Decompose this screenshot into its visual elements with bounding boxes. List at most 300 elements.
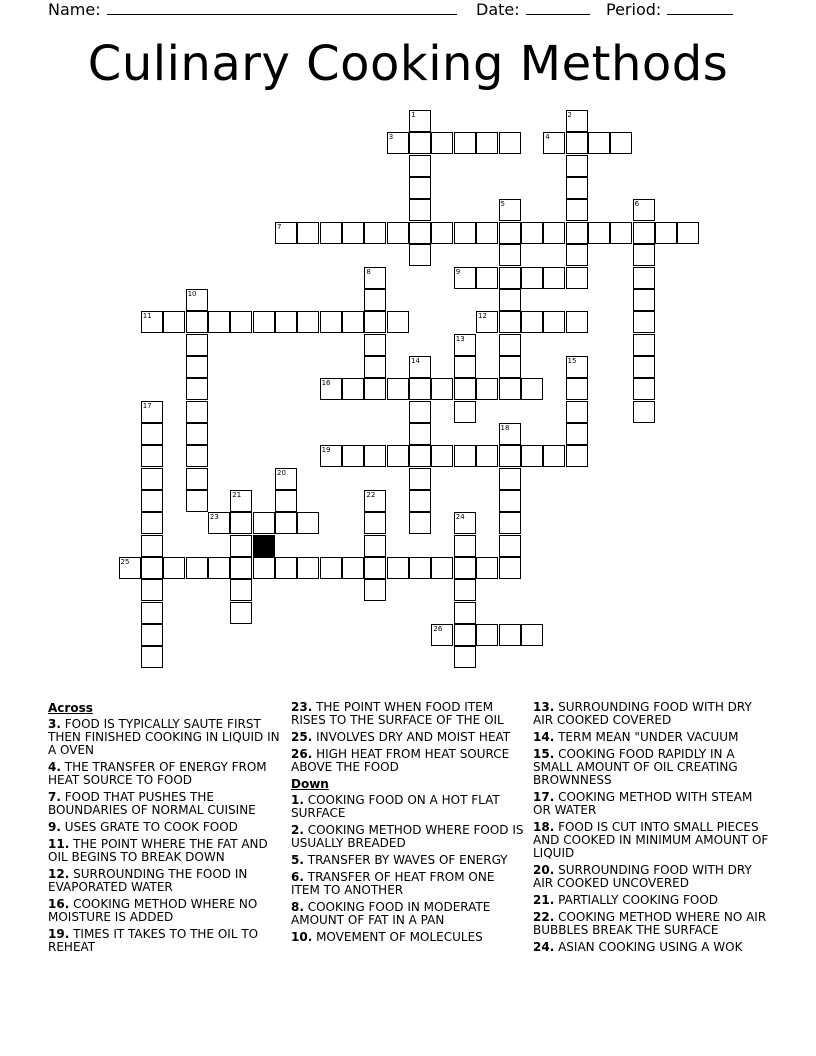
clue-text: USES GRATE TO COOK FOOD (60, 820, 238, 834)
cell-number: 17 (142, 401, 152, 410)
grid-cell[interactable] (566, 267, 588, 289)
grid-cell[interactable] (409, 356, 431, 378)
grid-cell[interactable] (566, 110, 588, 132)
grid-cell[interactable] (409, 401, 431, 423)
grid-cell[interactable] (499, 334, 521, 356)
cell-number: 19 (321, 446, 331, 455)
down-clue-list (291, 794, 527, 944)
grid-cell[interactable] (476, 557, 498, 579)
clue-text: COOKING FOOD ON A HOT FLAT SURFACE (291, 793, 500, 820)
grid-cell[interactable] (677, 222, 699, 244)
grid-cell[interactable] (521, 311, 543, 333)
cell-number: 25 (120, 558, 130, 566)
grid-cell[interactable] (186, 490, 208, 512)
down-clue-list-continued (533, 701, 769, 954)
grid-cell[interactable] (476, 445, 498, 467)
grid-cell[interactable] (208, 557, 230, 579)
grid-cell[interactable] (454, 557, 476, 579)
grid-cell[interactable] (499, 132, 521, 154)
grid-cell[interactable] (119, 557, 141, 579)
grid-cell[interactable] (454, 132, 476, 154)
grid-cell[interactable] (342, 445, 364, 467)
grid-cell[interactable] (633, 334, 655, 356)
down-clue (533, 748, 769, 787)
down-clue (533, 911, 769, 937)
clue-number: 5. (291, 853, 304, 867)
clue-number: 23. (291, 700, 313, 714)
down-clue (291, 794, 527, 820)
across-clue (48, 868, 284, 894)
grid-cell[interactable] (454, 356, 476, 378)
grid-cell[interactable] (566, 244, 588, 266)
grid-cell[interactable] (454, 624, 476, 646)
grid-cell[interactable] (186, 445, 208, 467)
grid-cell[interactable] (186, 311, 208, 333)
grid-cell[interactable] (633, 401, 655, 423)
across-clue (48, 761, 284, 787)
grid-cell[interactable] (409, 378, 431, 400)
clue-number: 3. (48, 717, 61, 731)
cell-number: 24 (455, 513, 465, 522)
grid-cell[interactable] (141, 512, 163, 534)
grid-cell[interactable] (275, 557, 297, 579)
grid-cell[interactable] (521, 624, 543, 646)
cell-number: 23 (209, 513, 219, 522)
across-clue (48, 718, 284, 757)
name-label: Name: (48, 0, 101, 19)
cell-number: 15 (567, 356, 577, 365)
grid-cell[interactable] (409, 110, 431, 132)
clue-number: 7. (48, 790, 61, 804)
clue-text: FOOD THAT PUSHES THE BOUNDARIES OF NORMAL CUISINE (48, 790, 256, 817)
across-clue (48, 928, 284, 954)
grid-cell[interactable] (163, 311, 185, 333)
clue-text: SURROUNDING FOOD WITH DRY AIR COOKED UNCOVERED (533, 863, 752, 890)
grid-cell[interactable] (633, 356, 655, 378)
grid-cell[interactable] (454, 267, 476, 289)
grid-cell[interactable] (431, 445, 453, 467)
grid-cell[interactable] (454, 579, 476, 601)
clue-number: 2. (291, 823, 304, 837)
grid-cell[interactable] (141, 423, 163, 445)
grid-cell[interactable] (409, 155, 431, 177)
clue-text: ASIAN COOKING USING A WOK (554, 940, 743, 954)
grid-cell[interactable] (543, 311, 565, 333)
grid-cell[interactable] (499, 624, 521, 646)
grid-cell[interactable] (521, 445, 543, 467)
clue-text: COOKING FOOD IN MODERATE AMOUNT OF FAT IN A PAN (291, 900, 491, 927)
grid-cell[interactable] (499, 199, 521, 221)
down-clue (533, 941, 769, 954)
grid-cell[interactable] (364, 557, 386, 579)
down-clue (291, 901, 527, 927)
grid-cell[interactable] (588, 132, 610, 154)
grid-cell[interactable] (186, 401, 208, 423)
grid-cell[interactable] (186, 289, 208, 311)
cell-number: 22 (366, 491, 376, 499)
across-heading: Across (48, 701, 93, 715)
grid-cell[interactable] (431, 132, 453, 154)
clue-text: TERM MEAN "UNDER VACUUM (554, 730, 739, 744)
cell-number: 12 (478, 312, 488, 321)
grid-cell[interactable] (141, 401, 163, 423)
clue-number: 21. (533, 893, 555, 907)
grid-cell[interactable] (476, 222, 498, 244)
grid-cell[interactable] (566, 132, 588, 154)
grid-cell[interactable] (141, 557, 163, 579)
grid-cell[interactable] (566, 222, 588, 244)
grid-cell[interactable] (499, 267, 521, 289)
grid-cell[interactable] (364, 267, 386, 289)
grid-cell[interactable] (387, 222, 409, 244)
grid-cell[interactable] (409, 132, 431, 154)
grid-cell[interactable] (543, 222, 565, 244)
grid-cell[interactable] (141, 579, 163, 601)
grid-cell[interactable] (499, 512, 521, 534)
grid-cell[interactable] (230, 311, 252, 333)
across-clue (48, 838, 284, 864)
across-clue (48, 898, 284, 924)
grid-cell[interactable] (163, 557, 185, 579)
grid-cell[interactable] (141, 490, 163, 512)
across-clue (291, 748, 527, 774)
grid-cell[interactable] (454, 535, 476, 557)
grid-cell[interactable] (409, 177, 431, 199)
down-clue (533, 894, 769, 907)
grid-cell[interactable] (521, 378, 543, 400)
clue-text: COOKING FOOD RAPIDLY IN A SMALL AMOUNT OF OIL CREATING BROWNNESS (533, 747, 738, 787)
grid-cell[interactable] (588, 222, 610, 244)
grid-cell[interactable] (610, 222, 632, 244)
grid-cell[interactable] (320, 557, 342, 579)
grid-cell[interactable] (387, 378, 409, 400)
across-clue (291, 701, 527, 727)
grid-cell[interactable] (342, 378, 364, 400)
cell-number: 2 (567, 111, 572, 119)
grid-cell[interactable] (566, 199, 588, 221)
cell-number: 18 (500, 423, 510, 432)
cell-number: 10 (187, 289, 197, 298)
cell-number: 9 (455, 267, 461, 276)
grid-cell[interactable] (454, 512, 476, 534)
grid-cell[interactable] (566, 155, 588, 177)
grid-cell[interactable] (610, 132, 632, 154)
grid-cell[interactable] (208, 512, 230, 534)
grid-cell[interactable] (499, 468, 521, 490)
clue-number: 17. (533, 790, 555, 804)
grid-cell[interactable] (566, 356, 588, 378)
black-square (253, 535, 275, 557)
grid-cell[interactable] (431, 624, 453, 646)
grid-cell[interactable] (253, 311, 275, 333)
clue-text: TRANSFER OF HEAT FROM ONE ITEM TO ANOTHER (291, 870, 495, 897)
grid-cell[interactable] (633, 378, 655, 400)
across-clue-list-continued (291, 701, 527, 774)
down-clue (533, 864, 769, 890)
clue-text: COOKING METHOD WHERE NO AIR BUBBLES BREAK THE SURFACE (533, 910, 767, 937)
grid-cell[interactable] (454, 401, 476, 423)
grid-cell[interactable] (320, 222, 342, 244)
grid-cell[interactable] (431, 557, 453, 579)
grid-cell[interactable] (633, 199, 655, 221)
cell-number: 8 (366, 267, 371, 276)
down-clue (533, 701, 769, 727)
clue-text: THE TRANSFER OF ENERGY FROM HEAT SOURCE TO FOOD (48, 760, 267, 787)
grid-cell[interactable] (342, 222, 364, 244)
grid-cell[interactable] (320, 311, 342, 333)
grid-cell[interactable] (633, 244, 655, 266)
cell-number: 16 (321, 379, 331, 388)
clue-number: 19. (48, 927, 70, 941)
grid-cell[interactable] (186, 423, 208, 445)
grid-cell[interactable] (275, 222, 297, 244)
grid-cell[interactable] (230, 579, 252, 601)
clue-text: INVOLVES DRY AND MOIST HEAT (312, 730, 511, 744)
cell-number: 13 (455, 334, 465, 343)
grid-cell[interactable] (633, 222, 655, 244)
grid-cell[interactable] (342, 557, 364, 579)
down-clue (291, 931, 527, 944)
grid-cell[interactable] (364, 512, 386, 534)
clue-number: 18. (533, 820, 555, 834)
grid-cell[interactable] (387, 445, 409, 467)
grid-cell[interactable] (499, 311, 521, 333)
grid-cell[interactable] (387, 132, 409, 154)
grid-cell[interactable] (499, 378, 521, 400)
grid-cell[interactable] (186, 334, 208, 356)
down-clue (533, 731, 769, 744)
clue-number: 13. (533, 700, 555, 714)
across-clue (48, 791, 284, 817)
grid-cell[interactable] (230, 535, 252, 557)
grid-cell[interactable] (476, 311, 498, 333)
grid-cell[interactable] (320, 445, 342, 467)
grid-cell[interactable] (454, 334, 476, 356)
down-clue (291, 871, 527, 897)
grid-cell[interactable] (275, 512, 297, 534)
grid-cell[interactable] (364, 334, 386, 356)
clue-number: 12. (48, 867, 70, 881)
grid-cell[interactable] (230, 512, 252, 534)
grid-cell[interactable] (499, 244, 521, 266)
grid-cell[interactable] (409, 244, 431, 266)
down-clue (291, 824, 527, 850)
grid-cell[interactable] (364, 311, 386, 333)
cell-number: 26 (433, 625, 443, 634)
clue-number: 20. (533, 863, 555, 877)
grid-cell[interactable] (543, 267, 565, 289)
grid-cell[interactable] (186, 557, 208, 579)
grid-cell[interactable] (409, 222, 431, 244)
cell-number: 3 (388, 133, 394, 142)
clue-number: 16. (48, 897, 70, 911)
clues-column-1 (48, 701, 284, 958)
grid-cell[interactable] (499, 445, 521, 467)
cell-number: 11 (142, 312, 152, 321)
grid-cell[interactable] (476, 267, 498, 289)
grid-cell[interactable] (409, 468, 431, 490)
clue-number: 22. (533, 910, 555, 924)
grid-cell[interactable] (253, 512, 275, 534)
grid-cell[interactable] (141, 468, 163, 490)
grid-cell[interactable] (454, 222, 476, 244)
clue-text: THE POINT WHEN FOOD ITEM RISES TO THE SURFACE OF THE OIL (291, 700, 504, 727)
grid-cell[interactable] (364, 289, 386, 311)
grid-cell[interactable] (476, 132, 498, 154)
clue-text: TIMES IT TAKES TO THE OIL TO REHEAT (48, 927, 259, 954)
grid-cell[interactable] (230, 602, 252, 624)
grid-cell[interactable] (566, 378, 588, 400)
grid-cell[interactable] (275, 490, 297, 512)
grid-cell[interactable] (566, 445, 588, 467)
grid-cell[interactable] (141, 445, 163, 467)
grid-cell[interactable] (275, 468, 297, 490)
grid-cell[interactable] (499, 222, 521, 244)
grid-cell[interactable] (499, 289, 521, 311)
clue-number: 15. (533, 747, 555, 761)
grid-cell[interactable] (387, 557, 409, 579)
cell-number: 6 (634, 200, 640, 209)
grid-cell[interactable] (566, 423, 588, 445)
clue-text: MOVEMENT OF MOLECULES (312, 930, 483, 944)
cell-number: 5 (500, 200, 505, 209)
grid-cell[interactable] (230, 557, 252, 579)
grid-cell[interactable] (499, 423, 521, 445)
grid-cell[interactable] (431, 378, 453, 400)
grid-cell[interactable] (454, 646, 476, 668)
clue-text: SURROUNDING FOOD WITH DRY AIR COOKED COVERED (533, 700, 752, 727)
clue-number: 10. (291, 930, 313, 944)
grid-cell[interactable] (186, 468, 208, 490)
clue-number: 25. (291, 730, 313, 744)
clue-text: COOKING METHOD WHERE FOOD IS USUALLY BREADED (291, 823, 524, 850)
grid-cell[interactable] (186, 356, 208, 378)
cell-number: 20 (277, 468, 286, 477)
cell-number: 14 (411, 356, 421, 365)
clue-text: FOOD IS CUT INTO SMALL PIECES AND COOKED IN MINIMUM AMOUNT OF LIQUID (533, 820, 769, 860)
grid-cell[interactable] (521, 222, 543, 244)
clue-text: TRANSFER BY WAVES OF ENERGY (303, 853, 508, 867)
clue-number: 14. (533, 730, 555, 744)
grid-cell[interactable] (499, 557, 521, 579)
cell-number: 21 (232, 491, 242, 499)
grid-cell[interactable] (566, 401, 588, 423)
cell-number: 7 (277, 222, 282, 231)
clue-number: 6. (291, 870, 304, 884)
grid-cell[interactable] (454, 445, 476, 467)
clues-column-3 (533, 701, 769, 958)
cell-number: 4 (545, 133, 550, 142)
grid-cell[interactable] (521, 267, 543, 289)
clue-number: 8. (291, 900, 304, 914)
grid-cell[interactable] (297, 311, 319, 333)
date-label: Date: (476, 0, 520, 19)
grid-cell[interactable] (141, 646, 163, 668)
clue-text: COOKING METHOD WHERE NO MOISTURE IS ADDED (48, 897, 258, 924)
grid-cell[interactable] (499, 356, 521, 378)
grid-cell[interactable] (364, 356, 386, 378)
clue-number: 24. (533, 940, 555, 954)
grid-cell[interactable] (186, 378, 208, 400)
grid-cell[interactable] (655, 222, 677, 244)
grid-cell[interactable] (633, 267, 655, 289)
grid-cell[interactable] (409, 423, 431, 445)
grid-cell[interactable] (297, 557, 319, 579)
grid-cell[interactable] (409, 445, 431, 467)
grid-cell[interactable] (476, 624, 498, 646)
grid-cell[interactable] (253, 557, 275, 579)
grid-cell[interactable] (409, 199, 431, 221)
grid-cell[interactable] (297, 222, 319, 244)
grid-cell[interactable] (387, 311, 409, 333)
grid-cell[interactable] (364, 490, 386, 512)
clue-number: 11. (48, 837, 70, 851)
down-clue (533, 791, 769, 817)
grid-cell[interactable] (320, 378, 342, 400)
grid-cell[interactable] (409, 512, 431, 534)
grid-cell[interactable] (499, 490, 521, 512)
clue-text: THE POINT WHERE THE FAT AND OIL BEGINS TO BREAK DOWN (48, 837, 268, 864)
down-heading: Down (291, 777, 329, 791)
grid-cell[interactable] (454, 602, 476, 624)
across-clue-list (48, 718, 284, 954)
grid-cell[interactable] (297, 512, 319, 534)
cell-number: 1 (411, 111, 416, 119)
grid-cell[interactable] (409, 490, 431, 512)
down-clue (291, 854, 527, 867)
grid-cell[interactable] (476, 378, 498, 400)
clue-number: 1. (291, 793, 304, 807)
grid-cell[interactable] (633, 289, 655, 311)
grid-cell[interactable] (364, 579, 386, 601)
grid-cell[interactable] (499, 535, 521, 557)
across-clue (48, 821, 284, 834)
grid-cell[interactable] (208, 311, 230, 333)
grid-cell[interactable] (543, 132, 565, 154)
grid-cell[interactable] (364, 445, 386, 467)
grid-cell[interactable] (141, 535, 163, 557)
clue-number: 9. (48, 820, 61, 834)
clue-text: PARTIALLY COOKING FOOD (554, 893, 719, 907)
grid-cell[interactable] (566, 177, 588, 199)
clue-number: 26. (291, 747, 313, 761)
period-label: Period: (606, 0, 662, 19)
grid-cell[interactable] (409, 557, 431, 579)
clue-text: HIGH HEAT FROM HEAT SOURCE ABOVE THE FOOD (291, 747, 510, 774)
grid-cell[interactable] (364, 222, 386, 244)
clue-text: COOKING METHOD WITH STEAM OR WATER (533, 790, 753, 817)
grid-cell[interactable] (141, 311, 163, 333)
grid-cell[interactable] (364, 378, 386, 400)
clue-text: SURROUNDING THE FOOD IN EVAPORATED WATER (48, 867, 248, 894)
across-clue (291, 731, 527, 744)
grid-cell[interactable] (431, 222, 453, 244)
grid-cell[interactable] (342, 311, 364, 333)
grid-cell[interactable] (543, 445, 565, 467)
clues-column-2 (291, 701, 527, 948)
clue-number: 4. (48, 760, 61, 774)
grid-cell[interactable] (141, 602, 163, 624)
down-clue (533, 821, 769, 860)
grid-cell[interactable] (275, 311, 297, 333)
grid-cell[interactable] (364, 535, 386, 557)
grid-cell[interactable] (566, 311, 588, 333)
grid-cell[interactable] (454, 378, 476, 400)
clue-text: FOOD IS TYPICALLY SAUTE FIRST THEN FINISHED COOKING IN LIQUID IN A OVEN (48, 717, 280, 757)
grid-cell[interactable] (230, 490, 252, 512)
grid-cell[interactable] (633, 311, 655, 333)
grid-cell[interactable] (141, 624, 163, 646)
